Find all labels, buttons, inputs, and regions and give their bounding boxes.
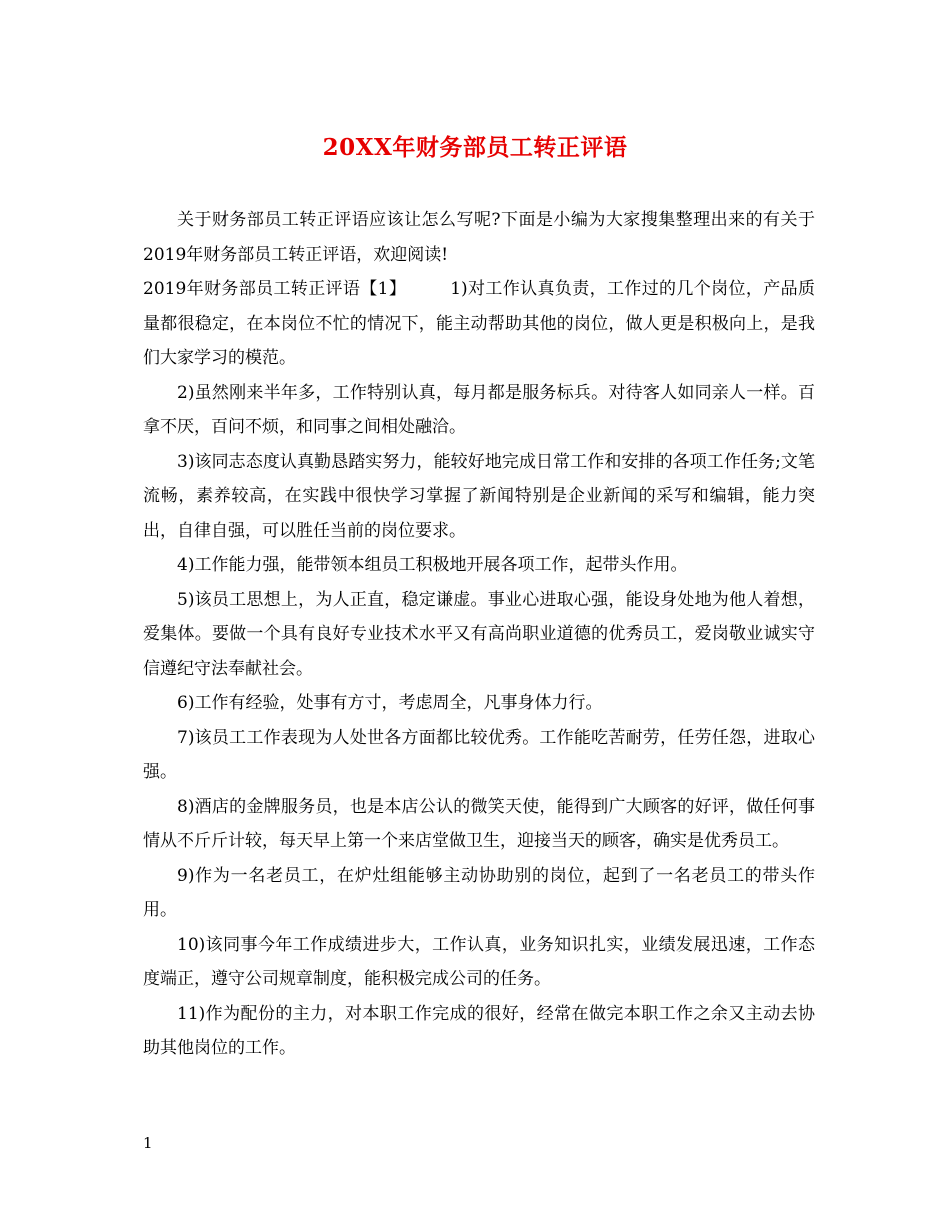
paragraph-9: 9)作为一名老员工，在炉灶组能够主动协助别的岗位，起到了一名老员工的带头作用。 bbox=[143, 865, 815, 920]
paragraph-5: 5)该员工思想上，为人正直，稳定谦虚。事业心进取心强，能设身处地为他人着想，爱集体。要做一个具有良好专业技术水平又有高尚职业道德的优秀员工，爱岗敬业诚实守信遵纪守法奉献社会。 bbox=[143, 589, 815, 679]
paragraph-4: 4)工作能力强，能带领本组员工积极地开展各项工作，起带头作用。 bbox=[177, 555, 688, 575]
paragraph-3: 3)该同志态度认真勤恳踏实努力，能较好地完成日常工作和安排的各项工作任务;文笔流畅，素养较高，在实践中很快学习掌握了新闻特别是企业新闻的采写和编辑，能力突出，自律自强，可以胜任当前的岗位要求。 bbox=[143, 451, 815, 541]
paragraph-1: 1)对工作认真负责，工作过的几个岗位，产品质量都很稳定，在本岗位不忙的情况下，能主动帮助其他的岗位，做人更是积极向上，是我们大家学习的模范。 bbox=[143, 279, 815, 368]
paragraph-6: 6)工作有经验，处事有方寸，考虑周全，凡事身体力行。 bbox=[177, 693, 603, 713]
page-number: 1 bbox=[143, 1134, 153, 1152]
paragraph-8: 8)酒店的金牌服务员，也是本店公认的微笑天使，能得到广大顾客的好评，做任何事情从不斤斤计较，每天早上第一个来店堂做卫生，迎接当天的顾客，确实是优秀员工。 bbox=[143, 796, 815, 851]
document-body bbox=[143, 203, 815, 1066]
paragraph-2: 2)虽然刚来半年多，工作特别认真，每月都是服务标兵。对待客人如同亲人一样。百拿不厌，百问不烦，和同事之间相处融洽。 bbox=[143, 382, 815, 437]
document-title: 20XX年财务部员工转正评语 bbox=[322, 134, 628, 161]
paragraph-7: 7)该员工工作表现为人处世各方面都比较优秀。工作能吃苦耐劳，任劳任怨，进取心强。 bbox=[143, 727, 815, 782]
section-first-line bbox=[143, 272, 815, 376]
paragraph-10: 10)该同事今年工作成绩进步大，工作认真，业务知识扎实，业绩发展迅速，工作态度端正，遵守公司规章制度，能积极完成公司的任务。 bbox=[143, 934, 815, 989]
paragraph-11: 11)作为配份的主力，对本职工作完成的很好，经常在做完本职工作之余又主动去协助其他岗位的工作。 bbox=[143, 1003, 815, 1058]
intro-paragraph: 关于财务部员工转正评语应该让怎么写呢?下面是小编为大家搜集整理出来的有关于2019年财务部员工转正评语，欢迎阅读! bbox=[143, 210, 815, 265]
section-heading: 2019年财务部员工转正评语【1】 bbox=[143, 279, 407, 299]
